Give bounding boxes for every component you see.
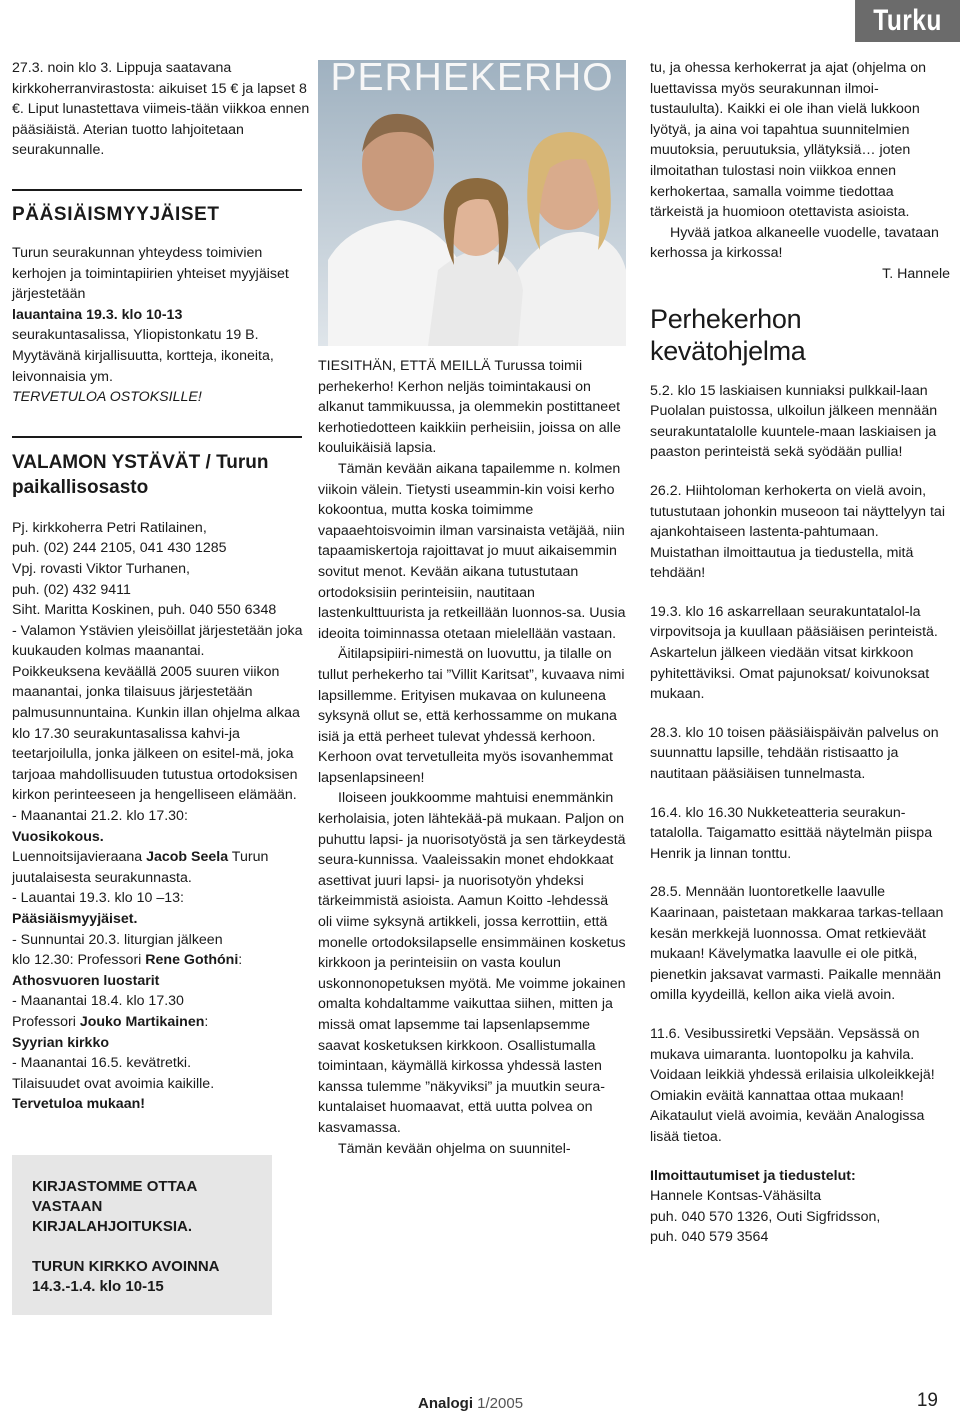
valamo-line: puh. (02) 432 9411: [12, 581, 131, 598]
program-item: 11.6. Vesibussiretki Vepsään. Vepsässä on mukava uimaranta. luontopolku ja kahvila. Voidaan leikkiä yhdessä erilaisia ulkoleikkejä! Omiakin eväitä kannattaa ottaa mukaan! Aikataulut vielä avoimia, kevään Analogissa lisää tietoa.: [650, 1025, 935, 1145]
event-sunnuntai: - Sunnuntai 20.3. liturgian jälkeen: [12, 931, 223, 948]
article-paragraph: Tämän kevään ohjelma on suunnitel-: [338, 1140, 571, 1157]
valamo-line: Vpj. rovasti Viktor Turhanen,: [12, 560, 190, 577]
vuosikokous: Vuosikokous.: [12, 828, 104, 845]
photo-title: PERHEKERHO: [330, 60, 614, 99]
program-item: 19.3. klo 16 askarrellaan seurakuntatalol-la virpovitsoja ja kuullaan pääsiäisen perinteistä. Askartelun jälkeen viedään vitsat kirkkoon pyhitettäviksi. Omat pajunoksat/ koivunoksat mukaan.: [650, 603, 938, 703]
column-middle: [318, 60, 626, 1159]
event-klo1230: [12, 950, 312, 971]
brand-name: Analogi: [418, 1395, 473, 1412]
issue-number: 1/2005: [473, 1395, 524, 1412]
event-paasiaismyyjaiset: Pääsiäismyyjäiset.: [12, 911, 138, 927]
page-number: 19: [916, 1390, 938, 1411]
myyjaiset-heading: PÄÄSIÄISMYYJÄISET: [12, 203, 220, 225]
tervetuloa: Tervetuloa mukaan!: [12, 1096, 145, 1113]
event-lauantai: - Lauantai 19.3. klo 10 –13:: [12, 890, 184, 907]
contact-line: puh. 040 579 3564: [650, 1229, 769, 1246]
luennoitsija: [12, 847, 312, 888]
family-illustration: [318, 60, 626, 346]
myyjaiset-text-2: seurakuntasalissa, Yliopistonkatu 19 B. Myytävänä kirjallisuutta, kortteja, ikoneita, leivonnaisia ym.: [12, 327, 274, 385]
luennoitsija-name: Jacob Seela: [146, 849, 229, 866]
program-heading: Perhekerhon kevätohjelma: [650, 303, 806, 366]
divider: [12, 436, 302, 438]
event-maanantai-18-4: - Maanantai 18.4. klo 17.30: [12, 993, 184, 1010]
myyjaiset-date: lauantaina 19.3. klo 10-13: [12, 306, 183, 323]
family-photo: [318, 60, 626, 346]
contact-line: Hannele Kontsas-Vähäsilta: [650, 1188, 822, 1205]
event-athos: Athosvuoren luostarit: [12, 972, 160, 989]
box-line: KIRJASTOMME OTTAA: [32, 1177, 198, 1195]
prof-name: Jouko Martikainen: [79, 1013, 205, 1030]
program-item: 28.3. klo 10 toisen pääsiäispäivän palvelus on suunnattu lapsille, tehdään ristisaatto ja nautitaan pääsiäisen tunnelmasta.: [650, 724, 939, 783]
event-professori: [12, 1012, 312, 1033]
valamo-line: puh. (02) 244 2105, 041 430 1285: [12, 540, 227, 557]
article-continuation: tu, ja ohessa kerhokerrat ja ajat (ohjelma on luettavissa myös seurakunnan ilmoi-tustaululta). Kaikki ei ole ihan vielä lukkoon lyötyä, ja aina voi tapahtua suunnitelmien muutoksia, peruutuksia, yllätyksiä… joten ilmoitathan tulostasi noin viikkoa ennen kerhokertaa, samalla voimme tiedottaa tärkeistä ja huomioon otettavista asioista.: [650, 60, 927, 221]
article-paragraph: TIESITHÄN, ETTÄ MEILLÄ Turussa toimii perhekerho! Kerhon neljäs toimintakausi on alkanut tammikuussa, ja olemmekin postittaneet kerhotiedotteen kaikkiin perheisiin, joissa on alle kouluikäisiä lapsia.: [318, 358, 621, 457]
program-item: 5.2. klo 15 laskiaisen kunniaksi pulkkail-laan Puolalan puistossa, ulkoilun jälkeen mennään seurakuntatalolle kuuntele-maan laskiaisen ja paaston perinteistä sekä syödään pullia!: [650, 382, 938, 461]
event-maanantai-16-5: - Maanantai 16.5. kevätretki.: [12, 1055, 192, 1072]
program-item: 26.2. Hiihtoloman kerhokerta on vielä avoin, tutustutaan johonkin museoon tai näyttelyyn tai ajankohtaiseen lastenta-pahtumaan. Muistathan ilmoittautua ja tiedustella, mitä tehdään!: [650, 482, 945, 582]
luennoitsija-post: Turun juutalaisesta seurakunnasta.: [12, 849, 269, 886]
valamo-line: - Valamon Ystävien yleisöillat järjestetään joka kuukauden kolmas maanantai.: [12, 622, 303, 660]
box-line: 14.3.-1.4. klo 10-15: [32, 1277, 164, 1295]
program-item: 28.5. Mennään luontoretkelle laavulle Kaarinaan, paistetaan makkaraa tarkas-tellaan kesän merkkejä luonnossa. Omat retkieväät mukaan! Kävelymatka laavulle ei ole pitkä, pienetkin jaksavat varmasti. Paikalle mennään omilla kyydeillä, kellon aika vielä avoin.: [650, 884, 944, 1004]
valamo-line: Poikkeuksena keväällä 2005 suuren viikon maanantai, jonka tilaisuus järjestetään palmusunnuntaina. Kunkin illan ohjelma alkaa klo 17.30 seurakuntasalissa kahvi-ja teetarjoilulla, jonka jälkeen on esitel-mä, joka tarjoaa mahdollisuuden tutustua ortodoksisen kirkon perinteeseen ja hengelliseen elämään.: [12, 663, 300, 804]
section-tab: Turku: [855, 0, 960, 42]
myyjaiset-text: Turun seurakunnan yhteydess toimivien kerhojen ja toimintapiirien yhteiset myyjäiset järjestetään: [12, 244, 289, 303]
contact-heading: Ilmoittautumiset ja tiedustelut:: [650, 1167, 856, 1184]
library-notice-box: [12, 1155, 272, 1315]
column-right: [650, 58, 950, 1248]
footer-brand: [418, 1395, 523, 1412]
tilaisuudet: Tilaisuudet ovat avoimia kaikille.: [12, 1075, 215, 1092]
greeting: Hyvää jatkoa alkaneelle vuodelle, tavataan kerhossa ja kirkossa!: [650, 224, 939, 262]
valamo-heading: VALAMON YSTÄVÄT / Turun paikallisosasto: [12, 451, 269, 498]
intro-paragraph: 27.3. noin klo 3. Lippuja saatavana kirkkoherranvirastosta: aikuiset 15 € ja lapset 8 €. Liput lunastettava viimeis-tään viikkoa ennen pääsiäistä. Aterian tuotto lahjoitetaan seurakunnalle.: [12, 60, 310, 159]
prof-pre: Professori: [12, 1013, 80, 1030]
article-paragraph: Tämän kevään aikana tapailemme n. kolmen viikoin välein. Tietysti useammin-kin voisi kerho kokoontua, mutta koska toimimme vapaaehtoisvoimin ilman varsinaista vetäjää, niin tapaamiskertoja rajoittavat jo muut aikaisemmin sovitut menot. Kevään aikana tutustutaan ortodoksisiin perinteisiin, nautitaan lastenkulttuurista ja retkeillään luonnos-sa. Uusia ideoita toiminnassa otetaan mielellään vastaan.: [318, 460, 626, 642]
valamo-line: Pj. kirkkoherra Petri Ratilainen,: [12, 519, 207, 536]
article-paragraph: Iloiseen joukkoomme mahtuisi enemmänkin kerholaisia, joten lähtekää-pä mukaan. Paljon on puhuttu lapsi- ja nuorisotyöstä ja sen tärkeydestä seura-kunnissa. Vaaleissakin monet ehdokkaat asettivat juuri lapsi- ja nuorisotyön yhdeksi tärkeimmistä asioista. Aamun Koitto -lehdessä oli viime syksynä artikkeli, jossa kerrottiin, että monelle ortodoksilapselle ensimmäinen kosketus kirkkoon ja perinteisiin on vasta koulun uskonnonopetuksen myötä. Me voimme jokainen omalta kohdaltamme vaikuttaa siihen, mitten ja missä omat lapsemme tai lapsenlapsemme saavat kosketuksen kirkkoon. Osallistumalla toimintaan, käymällä kirkossa yhdessä lasten kanssa tulemme ”näkyviksi” ja muutkin seura-kuntalaiset huomaavat, että uutta polvea on kasvamassa.: [318, 790, 626, 1136]
klo1230-pre: klo 12.30: Professori: [12, 952, 146, 969]
valamo-line: - Maanantai 21.2. klo 17.30:: [12, 808, 188, 825]
klo1230-colon: :: [238, 952, 243, 969]
article-paragraph: Äitilapsipiiri-nimestä on luovuttu, ja tilalle on tullut perhekerho tai ”Villit Karitsat”, kuvaava nimi lapsillemme. Erityisen mukavaa on kuluneena syksynä ollut se, että kerhossamme on mukana isiä ja että perheet tulevat yhdessä kerhoon. Kerhoon ovat tervetulleita myös isovanhemmat lapsenlapsineen!: [318, 646, 625, 786]
box-line: TURUN KIRKKO AVOINNA: [32, 1257, 220, 1275]
prof-colon: :: [204, 1013, 209, 1030]
contact-line: puh. 040 570 1326, Outi Sigfridsson,: [650, 1208, 881, 1225]
program-item: 16.4. klo 16.30 Nukketeatteria seurakun-tatalolla. Taigamatto esittää näytelmän piispa Henrik ja linnan tonttu.: [650, 804, 933, 862]
luennoitsija-pre: Luennoitsijavieraana: [12, 849, 147, 866]
signature: T. Hannele: [882, 265, 950, 282]
myyjaiset-welcome: TERVETULOA OSTOKSILLE!: [12, 389, 202, 406]
klo1230-name: Rene Gothóni: [145, 952, 239, 969]
valamo-line: Siht. Maritta Koskinen, puh. 040 550 6348: [12, 602, 277, 619]
column-left: [12, 58, 312, 1315]
box-line: VASTAAN KIRJALAHJOITUKSIA.: [32, 1197, 193, 1235]
event-syyrian: Syyrian kirkko: [12, 1034, 110, 1051]
divider: [12, 189, 302, 191]
